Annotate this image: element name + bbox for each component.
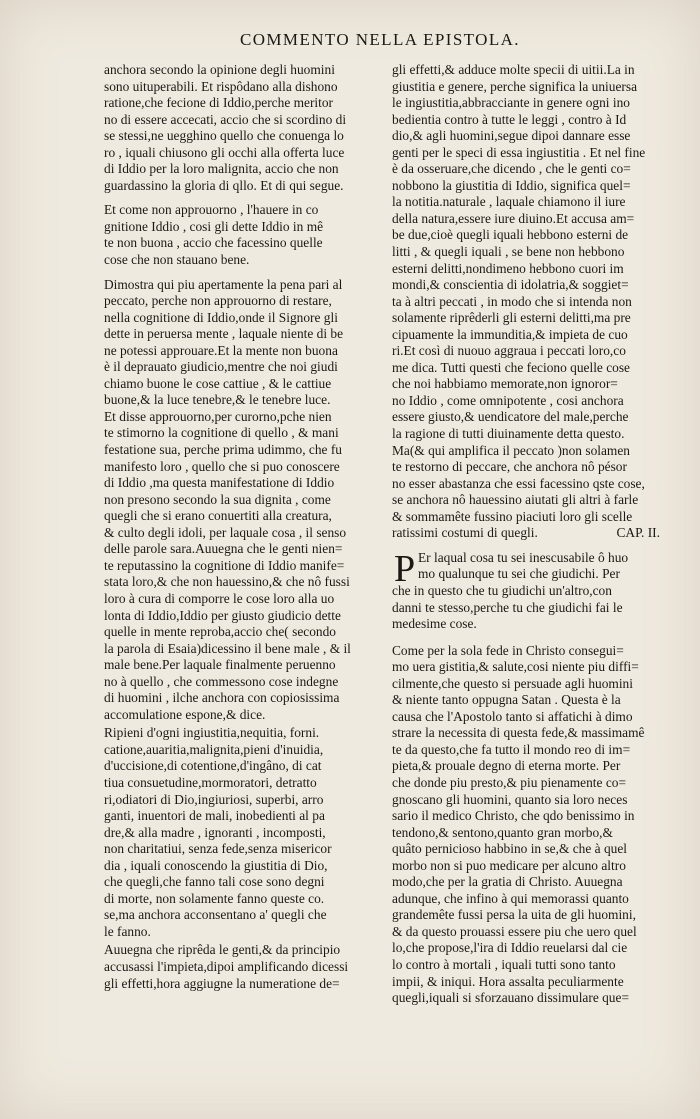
text-line: cose che non stauano bene. [104, 252, 250, 268]
text-line: ri,odiatori di Dio,ingiuriosi, superbi, arro [104, 791, 324, 807]
text-line: le fanno. [104, 923, 151, 939]
text-line: stata loro,& che non hauessino,& che nô fussi [104, 574, 350, 590]
text-line: festatione sua, perche prima udimmo, che fu [104, 442, 342, 458]
text-line: lo,che propose,l'ira di Iddio reuelarsi dal cie [392, 940, 628, 956]
left-paragraph-3 [104, 277, 388, 724]
chapter-label: CAP. II. [616, 525, 660, 541]
text-line: se stessi,ne uegghino quello che conuenga lo [104, 128, 344, 144]
text-line: dette in peruersa mente , laquale niente di be [104, 326, 344, 342]
text-line: gli effetti,hora aggiugne la numeratione de= [104, 975, 340, 991]
text-line: male bene.Per laquale finalmente peruenno [104, 657, 336, 673]
text-line: ganti, inuentori de mali, inobedienti al pa [104, 808, 325, 824]
left-paragraph-1 [104, 62, 388, 194]
text-line: chiamo buone le cose cattiue , & le cattiue [104, 375, 332, 391]
text-line: & sommamête fussino piaciuti loro gli scelle [392, 508, 633, 524]
text-line: sono uituperabili. Et rispôdano alla dishono [104, 78, 338, 94]
text-line: adunque, che infino à qui memorassi quanto [392, 890, 629, 906]
text-line: di Iddio ,ma questa manifestatione di Iddio [104, 475, 335, 491]
text-line: morbo non si puo medicare per alcuno altro [392, 857, 626, 873]
text-line: gnoscano gli huomini, quanto sia loro neces [392, 791, 628, 807]
text-line: bedientia contro à tutte le leggi , contro à Id [392, 111, 627, 127]
right-paragraph-1 [392, 62, 670, 542]
text-line: quegli,iquali si sforzauano dissimulare que= [392, 990, 629, 1006]
text-line: quâto pernicioso habbino in se,& che à quel [392, 841, 628, 857]
text-line: impii, & iniqui. Hora assalta peculiarmente [392, 973, 624, 989]
text-line: che in questo che tu giudichi un'altro,con [392, 582, 612, 598]
text-line: è il deprauato giudicio,mentre che noi giudi [104, 359, 338, 375]
text-line: accusassi l'impieta,dipoi amplificando dicessi [104, 958, 349, 974]
text-line: Auuegna che riprêda le genti,& da principio [104, 942, 341, 958]
text-line: me dica. Tutti questi che feciono quelle cose [392, 359, 630, 375]
text-line: Et come non approuorno , l'hauere in co [104, 202, 319, 218]
text-line: modo,che per la gratia di Christo. Auuegna [392, 874, 623, 890]
right-paragraph-2 [392, 547, 670, 633]
text-line: gli effetti,& adduce molte specii di uitii.La in [392, 62, 635, 77]
text-line: che donde piu presto,& piu pienamente co= [392, 774, 627, 790]
text-line: la ragione di tutti diuinamente detta questo. [392, 426, 625, 442]
text-line: ro , iquali chiusono gli occhi alla offerta luce [104, 144, 345, 160]
text-line: te da questo,che fa tutto il mondo reo di im= [392, 741, 631, 757]
text-line: le ingiustitia,abbracciante in genere ogni ino [392, 95, 630, 111]
text-line: ratione,che fecione di Iddio,perche meritor [104, 95, 334, 111]
left-paragraph-4 [104, 725, 388, 940]
text-line: te reputassino la cognitione di Iddio manife= [104, 557, 345, 573]
text-line: no à quello , che commessono cose indegne [104, 673, 339, 689]
text-line: Come per la sola fede in Christo consegui= [392, 642, 624, 658]
text-line: Ma(& qui amplifica il peccato )non solamen [392, 442, 630, 458]
text-line: anchora secondo la opinione degli huomini [104, 62, 335, 77]
text-line: lonta di Iddio,Iddio per giusto giudicio dette [104, 607, 341, 623]
text-line: tendono,& sentono,quanto gran morbo,& [392, 824, 613, 840]
text-line: giustitia e genere, perche significa la uniuersa [392, 78, 638, 94]
text-line: nobbono la giustitia di Iddio, significa quel= [392, 177, 631, 193]
text-line: essere giusto,& uendicatore del male,perche [392, 409, 629, 425]
text-line: solamente riprêderli gli esterni delitti,ma pre [392, 310, 631, 326]
text-line: manifesto loro , quello che si puo conoscere [104, 458, 340, 474]
text-line: quegli che si erano conuertiti alla creatura, [104, 508, 332, 524]
left-paragraph-5 [104, 942, 388, 992]
text-line: no di essere accecati, accio che si scordino di [104, 111, 347, 127]
text-line: & da questo prouassi essere piu che uero quel [392, 923, 637, 939]
text-line: te non buona , accio che facessino quelle [104, 235, 323, 251]
text-line: mondi,& conscientia di idolatria,& soggiet= [392, 277, 629, 293]
text-line: strare la necessita di questa fede,& massimamê [392, 725, 645, 741]
text-line: Dimostra qui piu apertamente la pena pari al [104, 276, 343, 292]
left-column [104, 62, 388, 992]
text-line: te stimorno la cognitione di quello , & mani [104, 425, 339, 441]
text-line: nella cognitione di Iddio,onde il Signore gli [104, 309, 338, 325]
left-paragraph-2 [104, 202, 388, 268]
text-line: no esser abastanza che essi facessino qste cose, [392, 475, 645, 491]
text-line: d'uccisione,di cotentione,d'ingâno, di cat [104, 758, 322, 774]
text-line: è da osseruare,che dicendo , che le genti co= [392, 161, 631, 177]
text-line: guardassino la gloria di qllo. Et di qui segue. [104, 177, 344, 193]
text-line: catione,auaritia,malignita,pieni d'inuidia, [104, 741, 324, 757]
text-line: danni te stesso,perche tu che giudichi fai le [392, 599, 623, 615]
text-line: cipuamente la immunditia,& impieta de cuo [392, 326, 628, 342]
text-line: ta à altri peccati , in modo che si intenda non [392, 293, 632, 309]
text-line: dio,& agli huomini,segue dipoi dannare esse [392, 128, 631, 144]
text-line: che quegli,che fanno tali cose sono degni [104, 874, 325, 890]
text-line: quelle in mente reproba,accio che( secondo [104, 624, 336, 640]
text-line: delle parole sara.Auuegna che le genti nien= [104, 541, 343, 557]
text-line: Et disse approuorno,per curorno,pche nien [104, 408, 332, 424]
text-line: di Iddio per la loro malignita, accio che non [104, 161, 339, 177]
text-line: tiua consuetudine,mormoratori, detratto [104, 774, 317, 790]
text-line: della natura,essere iure diuino.Et accusa am= [392, 210, 635, 226]
text-line: dia , iquali conoscendo la giustitia di Dio, [104, 857, 328, 873]
text-line: genti per le speci di essa ingiustitia . Et nel fine [392, 144, 646, 160]
text-line: esterni delitti,nondimeno hebbono cuori im [392, 260, 624, 276]
text-line: la parola di Esaia)dicessino il bene male , & il [104, 640, 351, 656]
text-line: buone,& la luce tenebre,& le tenebre luce. [104, 392, 331, 408]
text-line: ri.Et così di nuouo aggraua i peccati loro,co [392, 343, 626, 359]
text-line: & niente tanto oppugna Satan . Questa è la [392, 692, 621, 708]
text-line: di morte, non solamente fanno queste co. [104, 890, 325, 906]
text-line: ratissimi costumi di quegli. [392, 525, 538, 541]
text-line: se anchora nô hauessino aiutati gli altri à farle [392, 492, 639, 508]
text-line: loro à cura di comporre le cose loro alla uo [104, 590, 335, 606]
text-line: litti , & quegli iquali , se bene non hebbono [392, 244, 625, 260]
text-line: mo uera gistitia,& salute,cosi niente piu diffi= [392, 659, 639, 675]
text-line: se,ma anchora acconsentano a' quegli che [104, 907, 327, 923]
text-line: Er laqual cosa tu sei inescusabile ô huo [418, 549, 629, 565]
right-paragraph-3 [392, 643, 670, 1007]
text-line: te restorno di peccare, che anchora nô pésor [392, 459, 627, 475]
text-line: pieta,& prouale degno di eterna morte. Per [392, 758, 621, 774]
text-line: dre,& alla madre , ignoranti , incomposti, [104, 824, 326, 840]
text-line: peccato, perche non approuorno di restare, [104, 293, 332, 309]
text-line: be due,cioè quegli iquali hebbono esterni de [392, 227, 629, 243]
running-header: COMMENTO NELLA EPISTOLA. [240, 30, 520, 49]
text-line: lo contro à mortali , iquali tutti sono tanto [392, 956, 616, 972]
text-line: causa che l'Apostolo tanto si affatichi à dimo [392, 708, 633, 724]
text-line: la notitia.naturale , laquale chiamono il iure [392, 194, 626, 210]
text-line: non charitatiui, senza fede,senza misericor [104, 841, 332, 857]
text-line: che noi habbiamo memorate,non ignoror= [392, 376, 618, 392]
text-line: gnitione Iddio , cosi gli dette Iddio in mê [104, 218, 324, 234]
text-line: non presono secondo la sua dignita , come [104, 491, 331, 507]
right-column [392, 62, 670, 1007]
drop-cap-initial: P [394, 547, 416, 590]
text-line: sario il medico Christo, che qdo benissimo in [392, 808, 635, 824]
text-line: & culto degli idoli, per laquale cosa , il senso [104, 524, 347, 540]
text-line: di huomini , ilche anchora con copiosissima [104, 690, 340, 706]
text-line: medesime cose. [392, 616, 477, 632]
text-line: grandemête fussi persa la uita de gli huomini, [392, 907, 636, 923]
text-line: accomulatione espone,& dice. [104, 706, 266, 722]
text-line: cilmente,che questo si persuade agli huomini [392, 675, 633, 691]
text-line: Ripieni d'ogni ingiustitia,nequitia, forni. [104, 725, 320, 741]
right-paragraph-2-lines [392, 547, 670, 633]
text-line: ne potessi approuare.Et la mente non buona [104, 342, 338, 358]
text-line: no Iddio , come omnipotente , cosi anchora [392, 392, 624, 408]
text-line: mo qualunque tu sei che giudichi. Per [418, 566, 620, 582]
